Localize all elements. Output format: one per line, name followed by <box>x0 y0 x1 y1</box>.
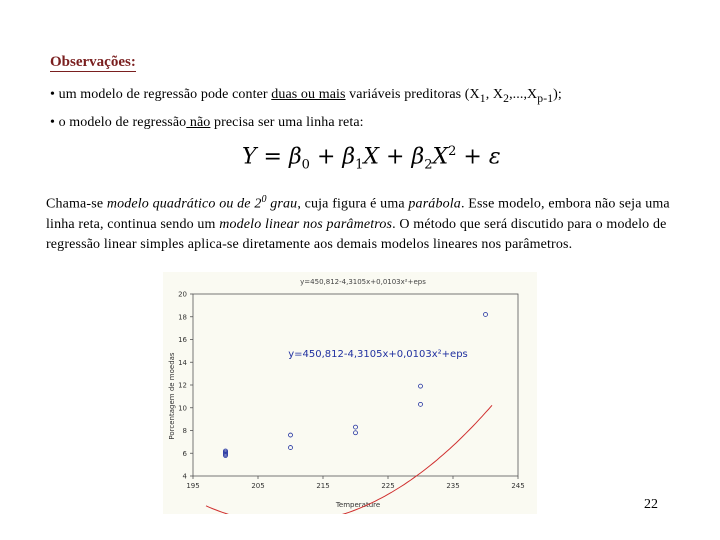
para-t2: , cuja figura é uma <box>297 196 409 212</box>
x-tick-label: 225 <box>381 482 395 490</box>
para-i3: parábola <box>408 196 461 212</box>
y-tick-label: 10 <box>178 404 187 413</box>
para-sup: 0 <box>261 194 267 205</box>
eq-sub2: 2 <box>424 157 433 173</box>
bullet1-sub3: p-1 <box>537 91 554 105</box>
bullet1-prefix: • um modelo de regressão pode conter <box>50 87 272 102</box>
bullet-multiple-predictors <box>50 86 562 108</box>
bullet1-mid1: , X <box>485 87 504 102</box>
fit-line <box>206 405 492 514</box>
scatter-chart <box>163 272 537 514</box>
bullet1-sub1: 1 <box>479 91 486 105</box>
fit-curve <box>206 405 492 514</box>
bullet2-suffix: precisa ser uma linha reta: <box>210 115 364 130</box>
x-tick-label: 215 <box>316 482 330 490</box>
eq-beta0: β <box>288 144 302 170</box>
eq-beta2: β <box>411 144 425 170</box>
data-point <box>354 425 358 429</box>
eq-plus1: + <box>309 144 343 170</box>
y-tick-label: 6 <box>182 449 187 458</box>
eq-equals: = <box>256 144 289 170</box>
quadratic-model-paragraph <box>46 190 686 255</box>
para-t1: Chama-se <box>46 196 107 212</box>
data-point <box>289 433 293 437</box>
eq-plus2: + <box>379 144 412 170</box>
y-tick-label: 20 <box>178 290 187 299</box>
bullet1-mid2: ,...,X <box>509 87 538 102</box>
eq-sub0: 0 <box>301 157 310 173</box>
eq-y: Y <box>242 144 257 170</box>
data-point <box>354 431 358 435</box>
data-point <box>419 402 423 406</box>
x-tick-label: 235 <box>446 482 460 490</box>
para-t4: . O método que será discutido para o modelo de regressão linear simples aplica-se diretamente aos demais modelos lineares nos parâmetros. <box>46 216 667 252</box>
eq-x2: X <box>432 144 449 170</box>
x-axis-label: Temperature <box>335 501 381 509</box>
eq-plus3: + <box>456 144 489 170</box>
eq-exponent: 2 <box>448 144 457 159</box>
x-tick-label: 205 <box>251 482 265 490</box>
para-i2: grau <box>266 196 298 212</box>
para-t3: . Esse modelo, embora não seja uma linha reta, continua sendo um <box>46 196 670 232</box>
chart-title: y=450,812-4,3105x+0,0103x²+eps <box>300 278 426 286</box>
bullet1-sub2: 2 <box>503 91 510 105</box>
eq-epsilon: ε <box>488 144 501 170</box>
eq-x1: X <box>363 144 380 170</box>
bullet1-underlined: duas ou mais <box>271 87 346 102</box>
data-point <box>419 384 423 388</box>
y-tick-label: 16 <box>178 336 187 344</box>
bullet-not-straight-line <box>50 114 364 132</box>
y-axis-label: Porcentagem de moedas <box>168 352 176 440</box>
y-tick-label: 12 <box>178 381 187 390</box>
y-tick-label: 14 <box>178 358 187 367</box>
para-i1: modelo quadrático ou de 2 <box>106 196 262 212</box>
y-tick-label: 8 <box>182 427 187 435</box>
chart-axes <box>178 291 525 491</box>
bullet2-underlined: não <box>186 115 211 130</box>
x-tick-label: 245 <box>511 482 525 490</box>
para-i4: modelo linear nos parâmetros <box>219 216 393 232</box>
x-tick-label: 195 <box>186 482 200 490</box>
eq-sub1: 1 <box>355 157 364 173</box>
y-tick-label: 4 <box>182 472 187 481</box>
plot-frame <box>193 294 518 476</box>
eq-beta1: β <box>342 144 356 170</box>
chart-svg <box>163 272 537 514</box>
y-tick-label: 18 <box>178 313 187 322</box>
quadratic-equation <box>242 144 501 173</box>
bullet1-suffix: variáveis preditoras (X <box>345 87 480 102</box>
data-point <box>289 446 293 450</box>
data-points <box>224 312 488 457</box>
fit-annotation: y=450,812-4,3105x+0,0103x²+eps <box>288 349 468 360</box>
page-number: 22 <box>644 497 658 512</box>
section-heading: Observações: <box>50 54 136 70</box>
bullet1-end: ); <box>553 87 562 102</box>
data-point <box>484 312 488 316</box>
bullet2-prefix: • o modelo de regressão <box>50 115 187 130</box>
